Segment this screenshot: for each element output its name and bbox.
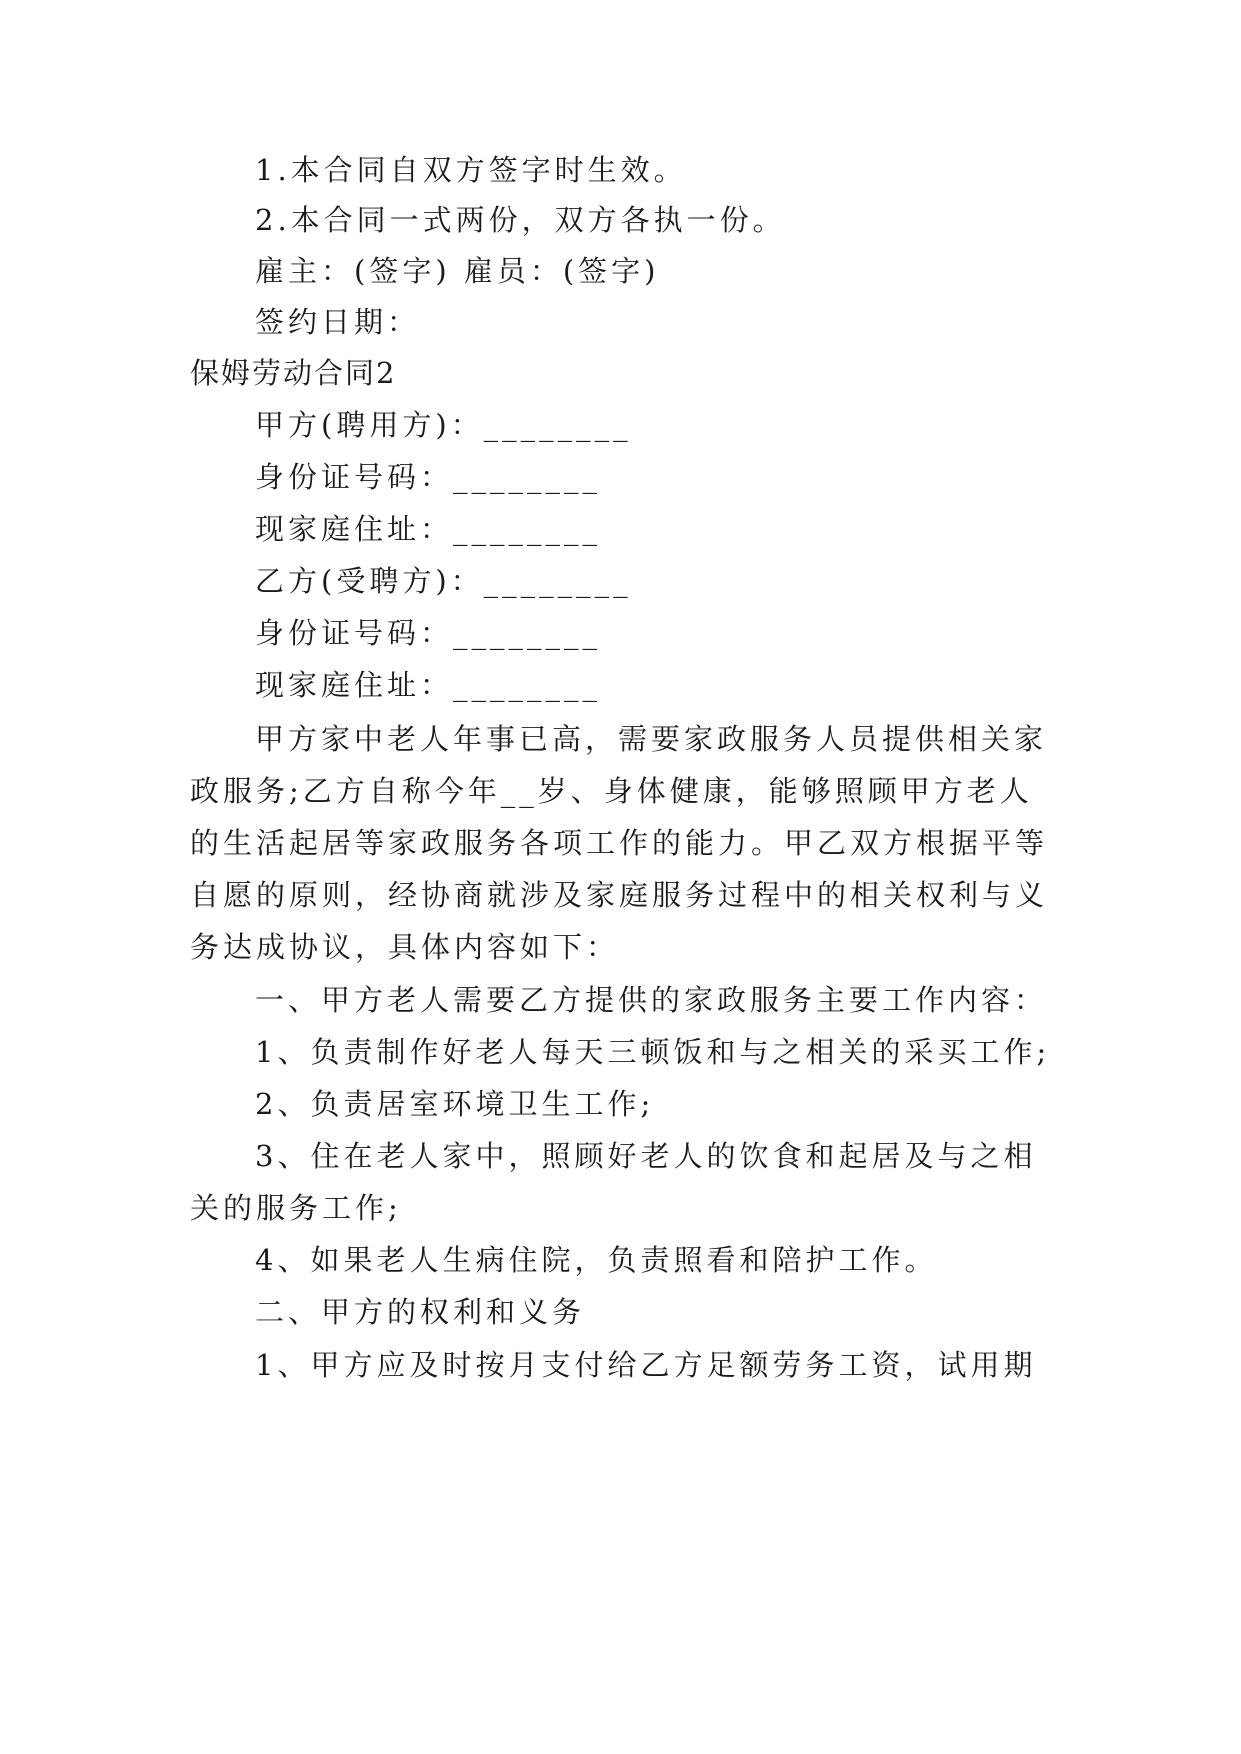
duty-item-1: 1、负责制作好老人每天三顿饭和与之相关的采买工作; [255,1035,1051,1069]
section-one-heading: 一、甲方老人需要乙方提供的家政服务主要工作内容： [255,983,1048,1017]
section-two-heading: 二、甲方的权利和义务 [255,1295,586,1329]
clause-effective: 1.本合同自双方签字时生效。 [255,153,687,187]
party-a-id-field: 身份证号码：________ [255,460,602,494]
signature-line: 雇主：(签字) 雇员：(签字) [255,254,660,288]
party-a-field: 甲方(聘用方)：________ [255,408,632,442]
intro-paragraph-line: 的生活起居等家政服务各项工作的能力。甲乙双方根据平等 [190,826,1049,860]
duty-item-3: 3、住在老人家中，照顾好老人的饮食和起居及与之相 [255,1139,1037,1173]
party-b-id-field: 身份证号码：________ [255,616,602,650]
rights-item-1: 1、甲方应及时按月支付给乙方足额劳务工资，试用期 [255,1348,1037,1382]
party-a-address-field: 现家庭住址：________ [255,512,602,546]
intro-paragraph-line: 务达成协议，具体内容如下： [190,930,620,964]
party-b-field: 乙方(受聘方)：________ [255,564,632,598]
intro-paragraph-line: 政服务;乙方自称今年__岁、身体健康，能够照顾甲方老人 [190,774,1033,808]
clause-copies: 2.本合同一式两份，双方各执一份。 [255,203,786,237]
intro-paragraph-line: 自愿的原则，经协商就涉及家庭服务过程中的相关权利与义 [190,878,1049,912]
duty-item-2: 2、负责居室环境卫生工作; [255,1087,655,1121]
contract-title: 保姆劳动合同2 [190,356,397,390]
signing-date-line: 签约日期： [255,305,421,339]
duty-item-3-continued: 关的服务工作; [190,1191,402,1225]
intro-paragraph-line: 甲方家中老人年事已高，需要家政服务人员提供相关家 [255,722,1048,756]
duty-item-4: 4、如果老人生病住院，负责照看和陪护工作。 [255,1243,938,1277]
party-b-address-field: 现家庭住址：________ [255,668,602,702]
